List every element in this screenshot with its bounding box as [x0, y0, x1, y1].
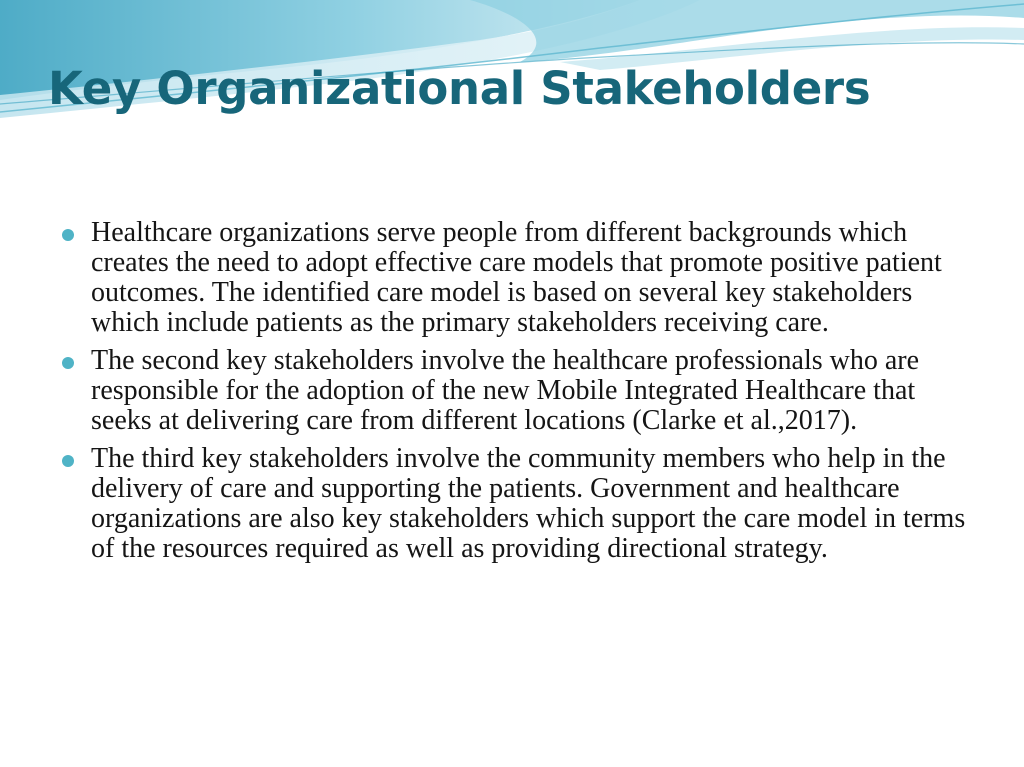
bullet-item — [62, 218, 982, 338]
bullet-list — [62, 218, 982, 572]
bullet-dot-icon — [62, 455, 74, 467]
bullet-text: The second key stakeholders involve the healthcare professionals who are responsible for the adoption of the new Mobile Integrated Healthcare that seeks at delivering care from different locations (Clarke et al.,2017). — [91, 345, 920, 436]
slide-title: Key Organizational Stakeholders — [48, 62, 871, 115]
bullet-item — [62, 444, 982, 564]
bullet-text: The third key stakeholders involve the community members who help in the delivery of care and supporting the patients. Government and healthcare organizations are also key stakeholders which support the care model in terms of the resources required as well as providing directional strategy. — [91, 443, 966, 564]
bullet-text: Healthcare organizations serve people from different backgrounds which creates the need to adopt effective care models that promote positive patient outcomes. The identified care model is based on several key stakeholders which include patients as the primary stakeholders receiving care. — [91, 217, 942, 338]
bullet-item — [62, 346, 982, 436]
bullet-dot-icon — [62, 229, 74, 241]
bullet-dot-icon — [62, 357, 74, 369]
